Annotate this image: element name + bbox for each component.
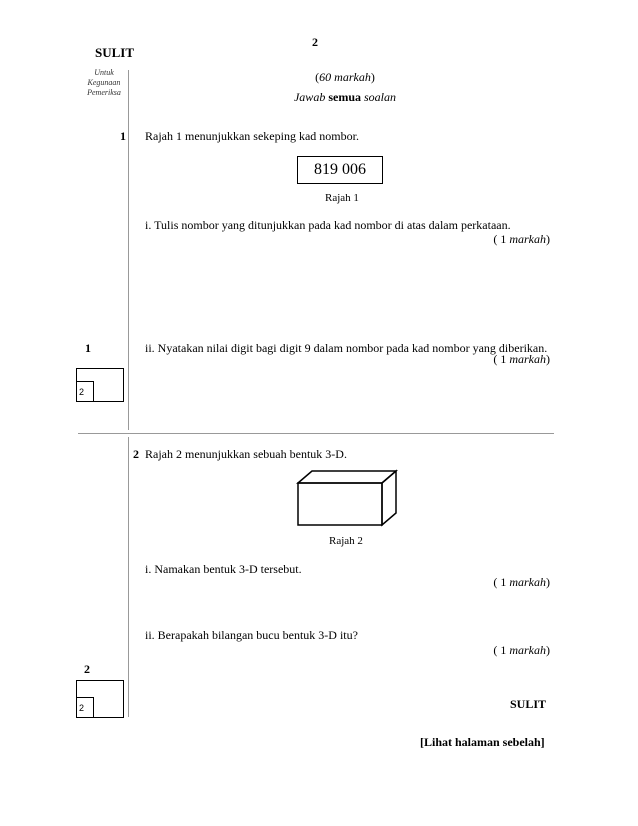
question-separator <box>78 433 554 434</box>
cuboid-top-face <box>298 471 396 483</box>
q1-stem: Rajah 1 menunjukkan sekeping kad nombor. <box>145 129 359 143</box>
q1-i-marks-word: markah <box>509 232 546 246</box>
instruction-jawab: Jawab <box>293 90 326 104</box>
q2-i-marks-word: markah <box>509 575 546 589</box>
examiner-label-line-2: Kegunaan <box>87 78 121 87</box>
q1-i-marks-prefix: ( 1 <box>493 232 507 246</box>
q1-number: 1 <box>120 129 126 143</box>
q2-figure-label: Rajah 2 <box>329 535 363 547</box>
q2-i-marks-suffix: ) <box>546 575 550 589</box>
sulit-footer: SULIT <box>510 697 547 711</box>
q1-margin-number: 1 <box>85 341 91 355</box>
sulit-header: SULIT <box>95 45 135 60</box>
total-marks <box>300 70 390 85</box>
q2-stem: Rajah 2 menunjukkan sebuah bentuk 3-D. <box>145 447 347 461</box>
q1-i-marks-suffix: ) <box>546 232 550 246</box>
number-card: 819 006 <box>297 156 383 184</box>
q2-part-ii: ii. Berapakah bilangan bucu bentuk 3-D itu? <box>145 628 358 642</box>
marks-open: ( <box>315 70 320 84</box>
q2-ii-marks-prefix: ( 1 <box>493 643 507 657</box>
cuboid-side-face <box>382 471 396 525</box>
q1-part-i-marks <box>440 232 550 247</box>
answer-all-instruction <box>260 90 430 105</box>
examiner-use-label <box>76 68 132 98</box>
q1-figure-label: Rajah 1 <box>325 192 359 204</box>
next-page-note: [Lihat halaman sebelah] <box>420 735 545 749</box>
q1-score-total: 2 <box>76 381 94 402</box>
q2-i-marks-prefix: ( 1 <box>493 575 507 589</box>
examiner-label-line-1: Untuk <box>94 68 114 77</box>
q2-number: 2 <box>133 447 139 461</box>
q1-ii-marks-prefix: ( 1 <box>493 352 507 366</box>
q1-ii-marks-word: markah <box>509 352 546 366</box>
q2-ii-marks-word: markah <box>509 643 546 657</box>
margin-rule-top <box>128 70 129 430</box>
q2-ii-marks-suffix: ) <box>546 643 550 657</box>
q2-score-total: 2 <box>76 697 94 718</box>
q2-part-i: i. Namakan bentuk 3-D tersebut. <box>145 562 302 576</box>
instruction-soalan: soalan <box>364 90 397 104</box>
q1-part-i: i. Tulis nombor yang ditunjukkan pada kad nombor di atas dalam perkataan. <box>145 218 511 232</box>
q2-part-i-marks <box>440 575 550 590</box>
margin-rule-bottom <box>128 437 129 717</box>
cuboid-front-face <box>298 483 382 525</box>
cuboid-figure <box>296 469 400 527</box>
instruction-semua: semua <box>328 90 361 104</box>
q1-part-ii: ii. Nyatakan nilai digit bagi digit 9 dalam nombor pada kad nombor yang diberikan. <box>145 341 548 355</box>
q2-margin-number: 2 <box>84 662 90 676</box>
examiner-label-line-3: Pemeriksa <box>87 88 121 97</box>
page-number: 2 <box>312 35 318 49</box>
q2-part-ii-marks <box>440 643 550 658</box>
q1-part-ii-marks <box>440 352 550 367</box>
q1-ii-marks-suffix: ) <box>546 352 550 366</box>
marks-text: 60 markah <box>319 70 371 84</box>
marks-close: ) <box>370 70 375 84</box>
